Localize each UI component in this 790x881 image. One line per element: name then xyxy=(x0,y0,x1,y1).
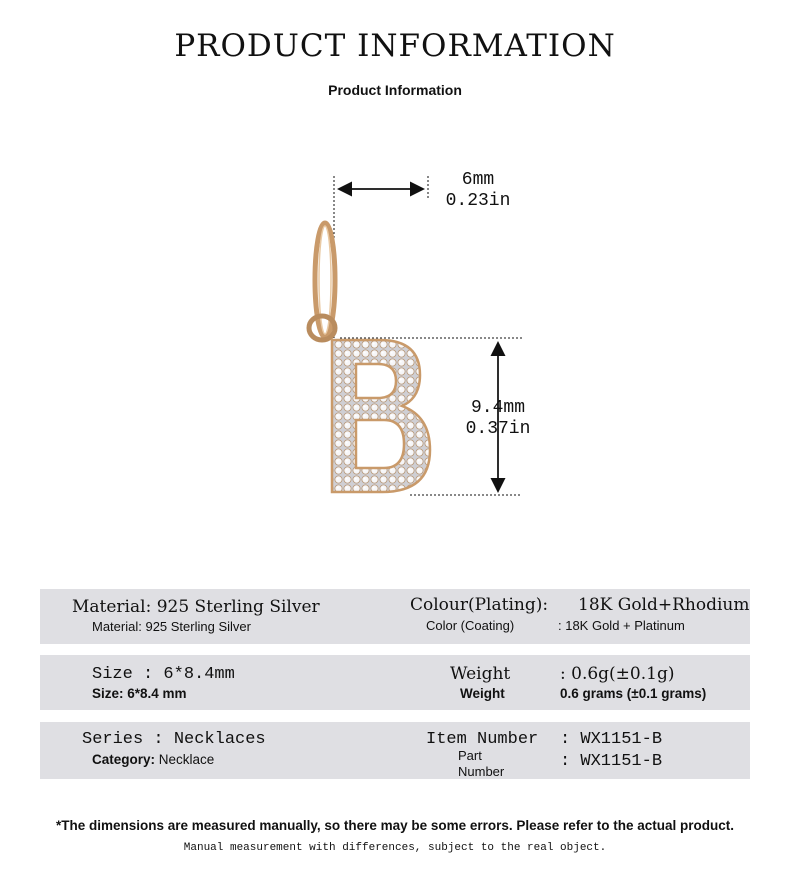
spec-row-series xyxy=(40,722,750,779)
material-secondary: Material: 925 Sterling Silver xyxy=(92,619,251,634)
width-in-label: 0.23in xyxy=(445,191,511,211)
letter-b-pendant xyxy=(332,340,430,492)
category-label: Category: xyxy=(92,752,156,767)
disclaimer-note: *The dimensions are measured manually, so there may be some errors. Please refer to the actual product. xyxy=(56,818,734,833)
part-number-value: : WX1151-B xyxy=(560,752,663,771)
series-primary: Series : Necklaces xyxy=(82,730,266,749)
disclaimer-note-mono: Manual measurement with differences, subject to the real object. xyxy=(183,842,607,854)
weight-value-secondary: 0.6 grams (±0.1 grams) xyxy=(560,686,707,701)
spec-row-material xyxy=(40,589,750,644)
page-title: PRODUCT INFORMATION xyxy=(174,28,616,64)
material-primary: Material: 925 Sterling Silver xyxy=(72,597,320,617)
spec-row-size xyxy=(40,655,750,710)
colour-value-secondary: : 18K Gold + Platinum xyxy=(558,618,685,633)
page-subtitle: Product Information xyxy=(328,82,462,98)
item-number-label: Item Number xyxy=(426,730,539,749)
size-secondary: Size: 6*8.4 mm xyxy=(92,686,187,701)
width-mm-label: 6mm xyxy=(461,170,495,190)
part-number-label-line2: Number xyxy=(458,764,505,779)
weight-label-primary: Weight xyxy=(450,664,511,684)
weight-label-secondary: Weight xyxy=(460,686,505,701)
item-number-value: : WX1151-B xyxy=(560,730,663,749)
size-primary: Size : 6*8.4mm xyxy=(92,665,235,684)
height-mm-label: 9.4mm xyxy=(470,398,525,418)
category-value: Necklace xyxy=(158,752,215,767)
part-number-label-line1: Part xyxy=(458,748,482,763)
height-in-label: 0.37in xyxy=(465,419,531,439)
colour-label-secondary: Color (Coating) xyxy=(426,618,515,633)
colour-value-primary: 18K Gold+Rhodium xyxy=(578,595,750,615)
weight-value-primary: : 0.6g(±0.1g) xyxy=(560,664,675,684)
category-secondary xyxy=(92,752,214,767)
product-image xyxy=(280,160,580,520)
colour-label-primary: Colour(Plating): xyxy=(410,595,549,615)
